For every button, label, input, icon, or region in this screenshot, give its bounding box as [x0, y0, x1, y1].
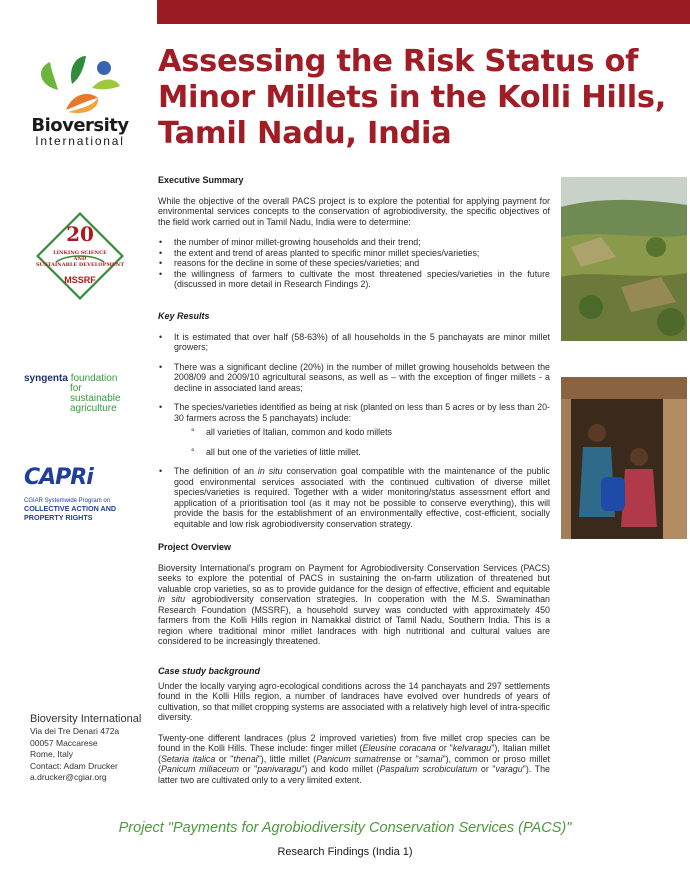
- mssrf-tagline: LINKING SCIENCE AND SUSTAINABLE DEVELOPMENT: [35, 250, 125, 268]
- capri-wordmark: CAPRi: [24, 465, 93, 490]
- syngenta-logo: syngenta foundation for sustainable agriculture: [24, 373, 121, 414]
- contact-block: Bioversity International Via dei Tre Denari 472a 00057 Maccarese Rome, Italy Contact: Adam Drucker a.drucker@cgiar.org: [30, 712, 150, 784]
- list-item: • The species/varieties identified as being at risk (planted on less than 5 acres or by less than 20-30 farmers across the 5 panchayats) include: ° all varieties of Italian, common and kodo millets ° all but one of the varieties of little millet.: [158, 402, 550, 457]
- project-overview: [158, 542, 550, 647]
- key-results: [158, 311, 550, 538]
- paragraph: Under the locally varying agro-ecological conditions across the 14 panchayats and 297 settlements found in the Kolli Hills region, a number of landraces have evolved over hundreds of years of cultivation, so that millet cropping systems are associated with a relatively high level of intra-specific diversity.: [158, 680, 550, 722]
- list-item: • The definition of an in situ conservation goal compatible with the maintenance of the public good environmental services associated with the continued cultivation of diverse millet species/varieties is required. Together with a wider monitoring/status assessment effort and application of a prioritisation tool (as it may not be possible to conserve everything), this will provide the basis for the establishment of an environmentally effective, cost-efficient, socially equitable and low risk agrobiodiversity conservation strategy.: [158, 466, 550, 529]
- list-item: • It is estimated that over half (58-63%) of all households in the 5 panchayats are minor millet growers;: [158, 332, 550, 353]
- paragraph: While the objective of the overall PACS project is to explore the potential for applying payment for environmental services concepts to the conservation of agrobiodiversity, the specific objectives of the field work carried out in Tamil Nadu, India were to determine:: [158, 195, 550, 227]
- contact-email[interactable]: a.drucker@cgiar.org: [30, 772, 107, 782]
- sub-item: ° all varieties of Italian, common and kodo millets: [174, 427, 550, 438]
- page-title: Assessing the Risk Status of Minor Millets in the Kolli Hills, Tamil Nadu, India: [158, 44, 667, 151]
- doorway-photo: [561, 377, 687, 539]
- list-item: • There was a significant decline (20%) in the number of millet growing households between the 2008/09 and 2009/10 agricultural seasons, as well as – with the exception of finger millets - a decline in associated land areas;: [158, 362, 550, 394]
- bioversity-wordmark: [28, 115, 132, 148]
- paragraph: Bioversity International's program on Payment for Agrobiodiversity Conservation Services (PACS) seeks to explore the potential of PACS in sustaining the on-farm utilization of threatened but valuable crop varieties, so as to provide guidance for the design of effective, efficient and equitable in situ agrobiodiversity conservation strategies. In cooperation with the M.S. Swaminathan Research Foundation (MSSRF), a household survey was conducted with approximately 450 farmers from the Kolli Hills region in Namakkal district of Tamil Nadu, Southern India. This is a region where traditional minor millet landraces with high nutritional and cultural values are considered to be increasingly threatened.: [158, 562, 550, 646]
- doorway-image: [561, 377, 687, 539]
- capri-logo: CAPRi CGIAR Systemwide Program on COLLECTIVE ACTION AND PROPERTY RIGHTS: [24, 465, 144, 522]
- section-heading: Key Results: [158, 311, 210, 321]
- results-list: [158, 332, 550, 530]
- mssrf-name: MSSRF: [64, 275, 96, 285]
- list-item: • the extent and trend of areas planted to specific minor millet species/varieties;: [158, 248, 550, 259]
- sub-item: ° all but one of the varieties of little millet.: [174, 447, 550, 458]
- bioversity-sub: International: [35, 134, 125, 148]
- contact-org: Bioversity International: [30, 713, 142, 725]
- bioversity-name: Bioversity: [31, 115, 129, 136]
- section-heading: Executive Summary: [158, 175, 244, 185]
- list-item: • the willingness of farmers to cultivate the most threatened species/varieties in the future (discussed in more detail in Research Findings 2).: [158, 269, 550, 290]
- syngenta-brand: syngenta: [24, 373, 68, 384]
- mssrf-logo: [28, 204, 132, 308]
- hillside-photo: [561, 177, 687, 341]
- list-item: • reasons for the decline in some of these species/varieties; and: [158, 258, 550, 269]
- list-item: • the number of minor millet-growing households and their trend;: [158, 237, 550, 248]
- section-heading: Case study background: [158, 666, 261, 676]
- objectives-list: [158, 237, 550, 290]
- top-accent-bar: [157, 0, 690, 24]
- section-heading: Project Overview: [158, 542, 232, 552]
- mssrf-years: 20: [66, 222, 94, 246]
- footer-research-findings: Research Findings (India 1): [277, 846, 413, 858]
- footer-project-title: Project "Payments for Agrobiodiversity Conservation Services (PACS)": [118, 820, 572, 836]
- case-study-background: [158, 666, 550, 785]
- at-risk-list: [174, 427, 550, 457]
- executive-summary: [158, 175, 550, 290]
- paragraph: Twenty-one different landraces (plus 2 improved varieties) from five millet crop species can be found in the Kolli Hills. These include: finger millet (Eleusine coracana or "kelvaragu"), Italian millet (Setaria italica or "thenai"), little millet (Panicum sumatrense or "samai"), common or proso millet (Panicum miliaceum or "panivaragu") and kodo millet (Paspalum scrobiculatum or "varagu"). The latter two are cultivated only to a very limited extent.: [158, 732, 550, 785]
- hillside-image: [561, 177, 687, 341]
